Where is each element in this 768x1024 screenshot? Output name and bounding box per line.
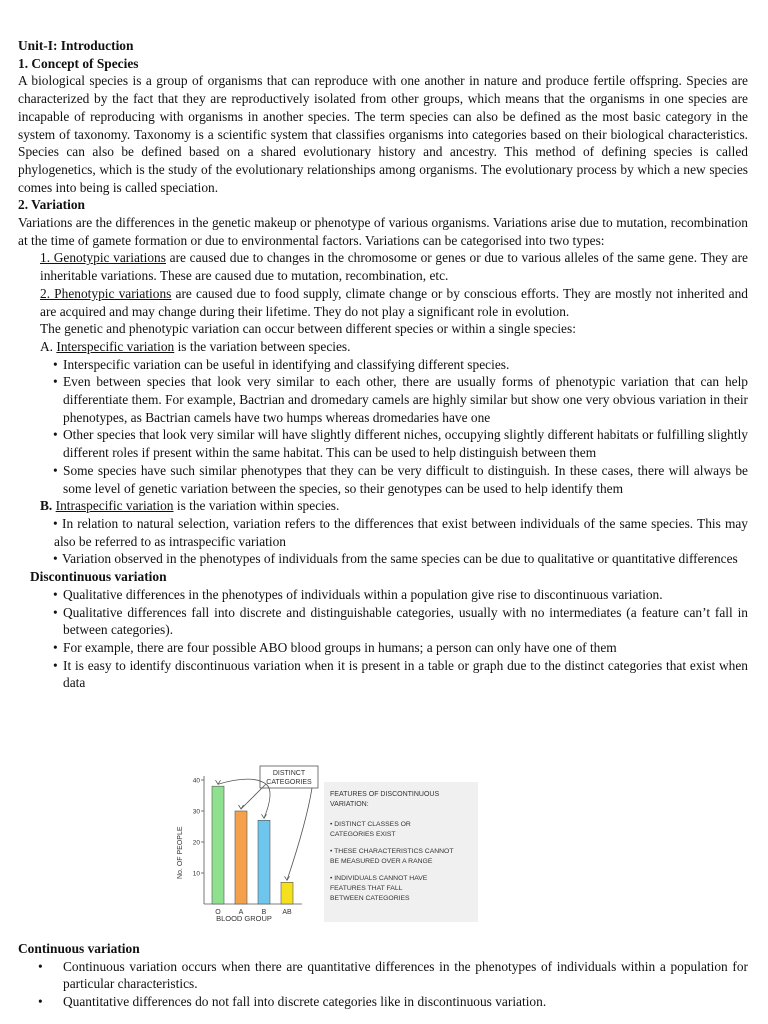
intraspecific-list	[18, 515, 748, 568]
chart-bars	[212, 786, 293, 904]
list-item-text: It is easy to identify discontinuous variation when it is present in a table or graph due to the distinct categories that exist when data	[63, 657, 748, 691]
phenotypic-paragraph	[18, 285, 748, 320]
intraspecific-term: Intraspecific variation	[55, 498, 174, 514]
phenotypic-term: 2. Phenotypic variations	[40, 285, 172, 301]
phenotypic-text: are caused due to food supply, climate change or by conscious efforts. They are mostly not inherited and are acquired and may change during their lifetime. They do not play a significant role in evolution.	[40, 285, 749, 319]
y-tick-label: 30	[192, 808, 200, 816]
list-item-text: Qualitative differences in the phenotypes of individuals within a population give rise to discontinuous variation.	[63, 586, 663, 602]
genotypic-term: 1. Genotypic variations	[40, 250, 166, 266]
genotypic-text: are caused due to changes in the chromosome or genes or due to various alleles of the same gene. They are inheritable variations. These are caused due to mutation, recombination, etc.	[40, 250, 748, 284]
arrow-head	[285, 876, 290, 880]
list-item	[18, 958, 748, 993]
continuous-section	[18, 940, 748, 1011]
y-tick-label: 10	[192, 870, 200, 878]
document-body	[18, 37, 748, 692]
features-title: FEATURES OF DISCONTINUOUS	[330, 791, 440, 798]
bullet-icon: •	[53, 374, 58, 390]
intraspecific-heading	[18, 497, 748, 515]
x-tick-label: AB	[282, 909, 292, 916]
list-item-text: Some species have such similar phenotypes that they can be very difficult to distinguish. In these cases, there will always be some level of genetic variation between the species, so their genotypes can be used to help identify them	[63, 462, 748, 496]
bar-AB	[281, 882, 293, 904]
list-item	[18, 550, 748, 568]
callout-text-2: CATEGORIES	[266, 779, 312, 786]
list-item	[18, 356, 748, 374]
discontinuous-title: Discontinuous variation	[30, 569, 167, 585]
y-tick-label: 20	[192, 839, 200, 847]
intraspecific-text: is the variation within species.	[173, 498, 340, 514]
list-item	[18, 586, 748, 604]
bullet-icon: •	[53, 356, 58, 372]
bar-O	[212, 786, 224, 904]
bullet-icon: •	[53, 657, 58, 673]
callout-arrow	[287, 788, 312, 880]
genotypic-paragraph	[18, 249, 748, 284]
interspecific-text: is the variation between species.	[174, 338, 351, 354]
feature-item: • THESE CHARACTERISTICS CANNOT	[330, 848, 454, 855]
x-tick-label: B	[261, 909, 267, 916]
list-item-text: Even between species that look very similar to each other, there are usually forms of phenotypic variation that can help differentiate them. For example, Bactrian and dromedary camels are highly similar but show one very obvious variation in their phenotypes, as Bactrian camels have two humps whereas dromedaries have one	[63, 374, 748, 425]
discontinuous-list	[18, 586, 748, 692]
list-item-text: Continuous variation occurs when there are quantitative differences in the phenotypes of individuals within a population for particular characteristics.	[63, 958, 748, 992]
list-item	[18, 657, 748, 692]
interspecific-list	[18, 356, 748, 498]
list-item	[18, 604, 748, 639]
list-item	[18, 462, 748, 497]
continuous-title: Continuous variation	[18, 941, 140, 956]
list-item	[18, 426, 748, 461]
bullet-icon: •	[53, 515, 58, 531]
list-item	[18, 373, 748, 426]
bullet-icon: •	[53, 639, 58, 655]
bullet-icon: •	[53, 551, 58, 567]
list-item-text: In relation to natural selection, variation refers to the differences that exist between individuals of the same species. This may also be referred to as intraspecific variation	[54, 515, 748, 549]
bullet-icon: •	[53, 586, 58, 602]
interspecific-term: Interspecific variation	[56, 338, 175, 354]
list-item-text: Quantitative differences do not fall into discrete categories like in discontinuous variation.	[63, 994, 547, 1010]
arrow-head	[262, 814, 267, 818]
bullet-icon: •	[38, 994, 43, 1010]
blood-group-chart	[172, 764, 480, 924]
bullet-icon: •	[53, 462, 58, 478]
bullet-icon: •	[38, 958, 43, 974]
unit-title: Unit-I: Introduction	[18, 38, 134, 53]
bullet-icon: •	[53, 604, 58, 620]
variation-paragraph: Variations are the differences in the genetic makeup or phenotype of various organisms. Variations arise due to mutation, recombination at the time of gamete formation or due to environmental factors. Variations can be categorised into two types:	[18, 215, 748, 248]
features-title: VARIATION:	[330, 801, 369, 808]
y-tick-label: 40	[192, 777, 200, 785]
list-item	[18, 993, 748, 1011]
list-item-text: For example, there are four possible ABO blood groups in humans; a person can only have one of them	[63, 639, 617, 655]
feature-item: BE MEASURED OVER A RANGE	[330, 858, 433, 865]
species-paragraph: A biological species is a group of organisms that can reproduce with one another in nature and produce fertile offspring. Species are characterized by the fact that they are reproductively isolated from other groups, which means that the organisms in one species are incapable of reproducing with organisms in another species. The term species can also be defined as the most basic category in the system of taxonomy. Taxonomy is a scientific system that classifies organisms into categories based on their biological characteristics. Species can also be defined based on a shared evolutionary history and ancestry. This method of defining species is called phylogenetics, which is the study of the evolutionary relationships among organisms. The evolutionary process by which a new species comes into being is called speciation.	[18, 73, 748, 195]
list-item-text: Qualitative differences fall into discrete and distinguishable categories, usually with no intermediates (a feature can’t fall in between categories).	[63, 604, 748, 638]
discontinuous-variation-figure	[172, 764, 480, 924]
x-tick-label: A	[238, 909, 244, 916]
callout-text: DISTINCT	[272, 770, 306, 777]
interspecific-prefix: A.	[40, 338, 57, 354]
continuous-list	[18, 958, 748, 1011]
feature-item: CATEGORIES EXIST	[330, 831, 396, 838]
list-item	[18, 515, 748, 550]
bar-B	[258, 820, 270, 904]
feature-item: • DISTINCT CLASSES OR	[330, 821, 411, 828]
feature-item: • INDIVIDUALS CANNOT HAVE	[330, 875, 428, 882]
list-item-text: Interspecific variation can be useful in identifying and classifying different species.	[63, 356, 510, 372]
interspecific-heading	[18, 338, 748, 356]
chart-y-label: No. OF PEOPLE	[177, 826, 184, 879]
section-1-title: 1. Concept of Species	[18, 55, 139, 71]
bullet-icon: •	[53, 427, 58, 443]
bar-A	[235, 811, 247, 904]
callout-arrow	[241, 784, 266, 809]
chart-x-label: BLOOD GROUP	[216, 914, 272, 923]
list-item-text: Variation observed in the phenotypes of individuals from the same species can be due to qualitative or quantitative differences	[62, 551, 738, 567]
list-item-text: Other species that look very similar will have slightly different niches, occupying slightly different habitats or fulfilling slightly different roles if present within the same habitat. This can be used to help distinguish between them	[63, 427, 748, 461]
callout-arrow	[218, 779, 266, 784]
x-tick-label: O	[215, 909, 221, 916]
feature-item: BETWEEN CATEGORIES	[330, 895, 410, 902]
list-item	[18, 639, 748, 657]
feature-item: FEATURES THAT FALL	[330, 885, 403, 892]
callout-arrow	[264, 784, 270, 818]
intraspecific-prefix: B.	[40, 498, 56, 514]
genetic-phenotypic-line: The genetic and phenotypic variation can occur between different species or within a single species:	[40, 321, 576, 337]
section-2-title: 2. Variation	[18, 197, 85, 213]
